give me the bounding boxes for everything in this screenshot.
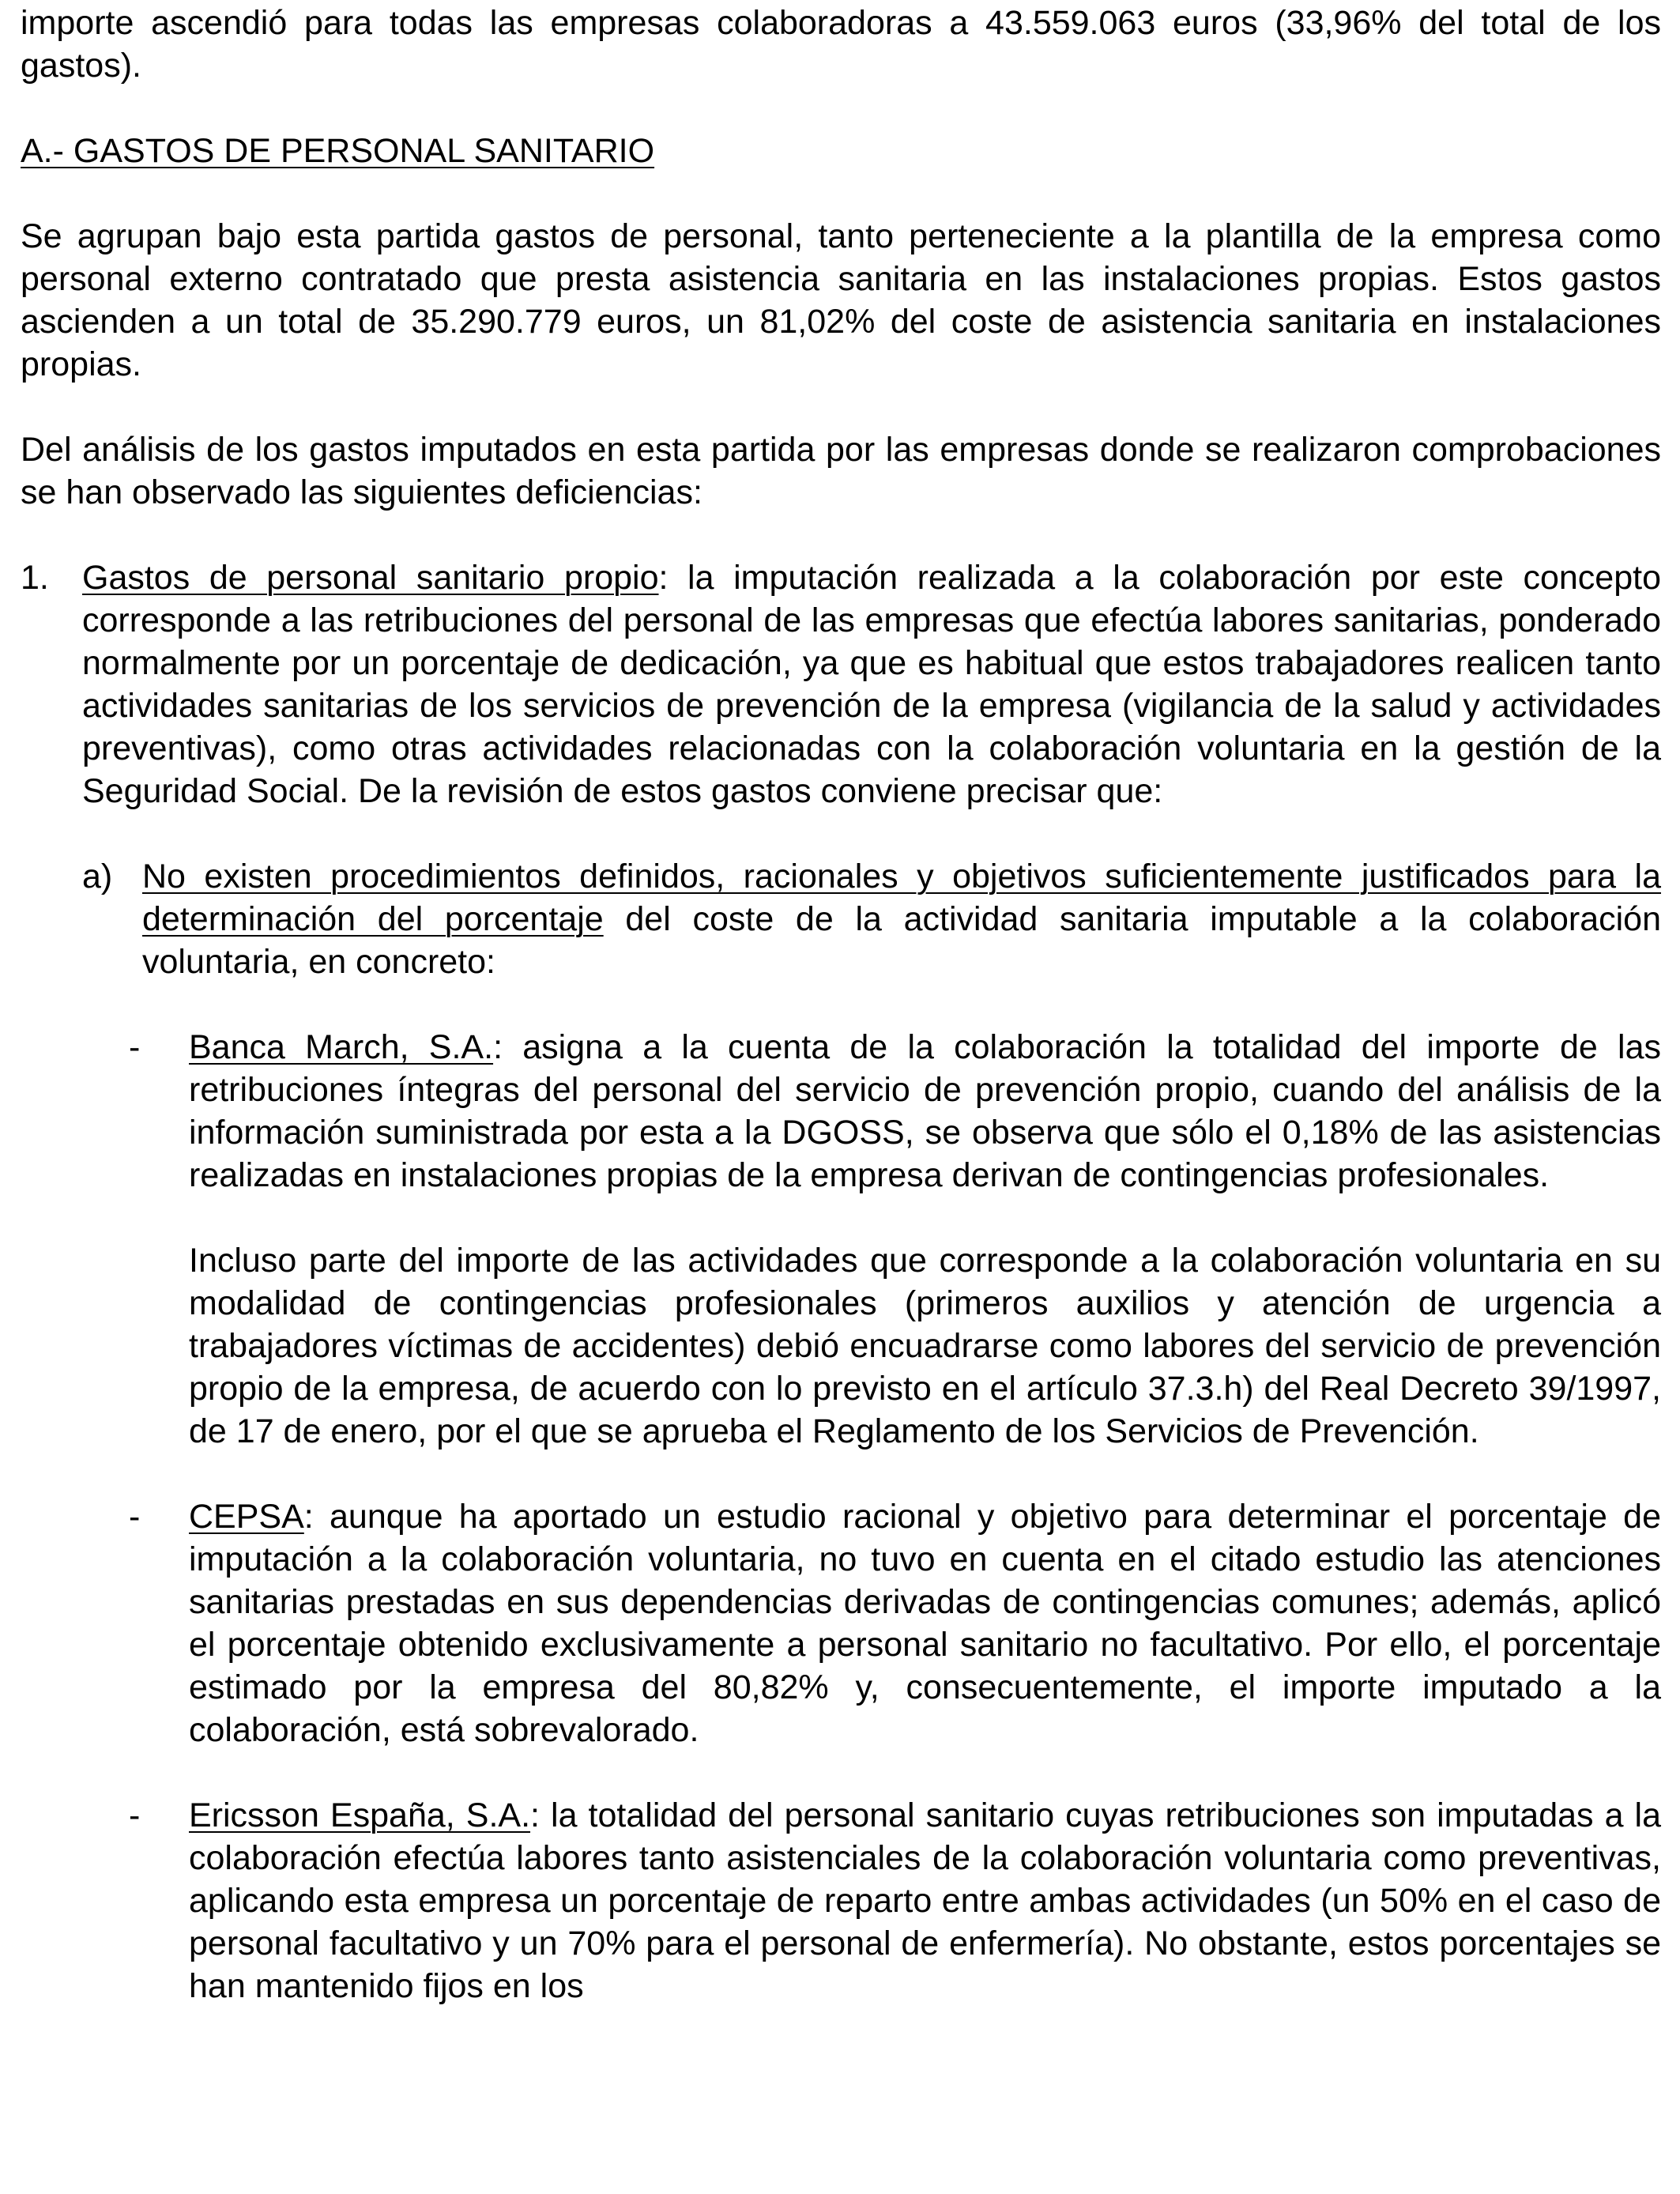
list-item-body: : la imputación realizada a la colaboración por este concepto corresponde a las retribuciones del personal de las empresas que efectúa labores sanitarias, ponderado normalmente por un porcentaje de dedicación, ya que es habitual que estos trabajadores realicen tanto actividades sanitarias de los servicios de prevención de la empresa (vigilancia de la salud y actividades preventivas), como otras actividades relacionadas con la colaboración voluntaria en la gestión de la Seguridad Social. De la revisión de estos gastos conviene precisar que: [82,559,1661,810]
dash-marker: - [129,1028,141,1066]
list-item-1 [21,556,1661,812]
intro-paragraph: importe ascendió para todas las empresas colaboradoras a 43.559.063 euros (33,96% del total de los gastos). [21,4,1661,85]
company-name: Banca March, S.A. [189,1028,494,1066]
sub-item-marker: a) [82,858,113,895]
list-item-text [82,556,1661,812]
sub-item-body: del coste de la actividad sanitaria imputable a la colaboración voluntaria, en concreto: [142,900,1661,981]
dash-marker: - [129,1498,141,1536]
dash-marker: - [129,1796,141,1834]
company-text [189,1026,1661,1197]
company-name: Ericsson España, S.A. [189,1796,531,1834]
list-marker: 1. [21,559,49,597]
section-heading [21,130,1661,172]
company-continuation: Incluso parte del importe de las actividades que corresponde a la colaboración voluntaria en su modalidad de contingencias profesionales (primeros auxilios y atención de urgencia a trabajadores víctimas de accidentes) debió encuadrarse como labores del servicio de prevención propio de la empresa, de acuerdo con lo previsto en el artículo 37.3.h) del Real Decreto 39/1997, de 17 de enero, por el que se aprueba el Reglamento de los Servicios de Prevención. [189,1242,1661,1450]
company-body: : aunque ha aportado un estudio racional y objetivo para determinar el porcentaje de imputación a la colaboración voluntaria, no tuvo en cuenta en el citado estudio las atenciones sanitarias prestadas en sus dependencias derivadas de contingencias comunes; además, aplicó el porcentaje obtenido exclusivamente a personal sanitario no facultativo. Por ello, el porcentaje estimado por la empresa del 80,82% y, consecuentemente, el importe imputado a la colaboración, está sobrevalorado. [189,1498,1661,1749]
body-paragraph-2: Del análisis de los gastos imputados en esta partida por las empresas donde se realizaron comprobaciones se han observado las siguientes deficiencias: [21,431,1661,511]
company-text [189,1794,1661,2007]
company-body: : asigna a la cuenta de la colaboración la totalidad del importe de las retribuciones íntegras del personal del servicio de prevención propio, cuando del análisis de la información suministrada por esta a la DGOSS, se observa que sólo el 0,18% de las asistencias realizadas en instalaciones propias de la empresa derivan de contingencias profesionales. [189,1028,1661,1194]
sub-item-a [21,855,1661,983]
list-item-title: Gastos de personal sanitario propio [82,559,659,597]
company-item-cepsa [21,1495,1661,1751]
company-text [189,1495,1661,1751]
sub-item-title: No existen procedimientos definidos, racionales y objetivos suficientemente justificados para la determinación del porcentaje [142,858,1661,938]
company-item-ericsson [21,1794,1661,2007]
section-heading-text: A.- GASTOS DE PERSONAL SANITARIO [21,132,655,170]
company-item-banca-march [21,1026,1661,1453]
company-name: CEPSA [189,1498,304,1536]
company-body: : la totalidad del personal sanitario cuyas retribuciones son imputadas a la colaboración efectúa labores tanto asistenciales de la colaboración voluntaria como preventivas, aplicando esta empresa un porcentaje de reparto entre ambas actividades (un 50% en el caso de personal facultativo y un 70% para el personal de enfermería). No obstante, estos porcentajes se han mantenido fijos en los [189,1796,1662,2005]
document-page [21,2,1661,2007]
sub-item-text [142,855,1661,983]
body-paragraph-1: Se agrupan bajo esta partida gastos de personal, tanto perteneciente a la plantilla de la empresa como personal externo contratado que presta asistencia sanitaria en las instalaciones propias. Estos gastos ascienden a un total de 35.290.779 euros, un 81,02% del coste de asistencia sanitaria en instalaciones propias. [21,217,1661,383]
